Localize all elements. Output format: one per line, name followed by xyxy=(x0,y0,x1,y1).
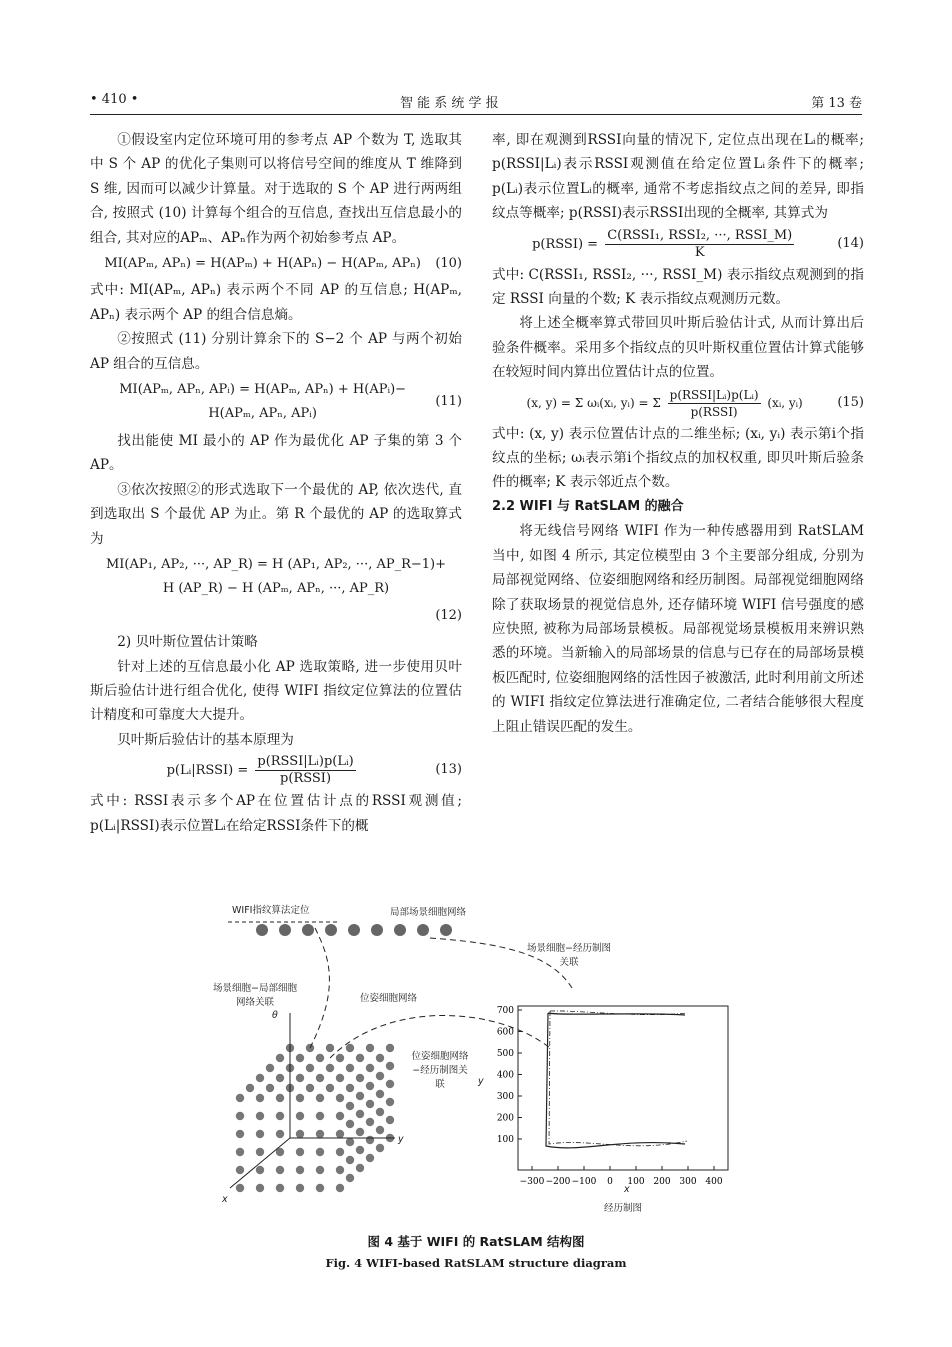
pose-cell-dot xyxy=(326,1084,334,1092)
pose-cell-dot xyxy=(276,1130,284,1138)
pose-cell-dot xyxy=(236,1130,244,1138)
label-pose-exp: 位姿细胞网络−经历制图关联 xyxy=(411,1051,469,1090)
pose-cell-dot xyxy=(366,1044,374,1052)
equation-10: MI(APₘ, APₙ) = H(APₘ) + H(APₙ) − H(APₘ, APₙ) (10) xyxy=(104,256,462,272)
y-tick-label: 200 xyxy=(496,1113,514,1124)
scene-cell-dot xyxy=(440,924,452,936)
scene-cell-dot xyxy=(302,924,314,936)
pose-cell-dot xyxy=(296,1074,304,1082)
pose-cell-dot xyxy=(346,1084,354,1092)
paragraph: 贝叶斯后验估计的基本原理为 xyxy=(117,731,294,748)
x-tick-label: 300 xyxy=(679,1177,697,1187)
journal-title: 智 能 系 统 学 报 xyxy=(400,96,499,111)
pose-cell-cube xyxy=(230,1013,395,1192)
y-tick-label: 700 xyxy=(496,1006,514,1016)
pose-cell-dot xyxy=(336,1148,344,1156)
equation-14: p(RSSI) = $\frac{\text{C(RSSI₁, RSSI₂, ···, RSSI\_M)}}{K}$ (14) xyxy=(532,227,864,260)
page-number: • 410 • xyxy=(90,92,139,107)
pose-cell-dot xyxy=(336,1054,344,1062)
pose-cell-dot xyxy=(276,1094,284,1102)
pose-cell-dot xyxy=(276,1074,284,1082)
pose-cell-dot xyxy=(366,1136,374,1144)
paragraph: 将上述全概率算式带回贝叶斯后验估计式, 从而计算出后验条件概率。采用多个指纹点的贝叶斯权重位置估计算式能够在较短时间内算出位置估计点的位置。 xyxy=(492,315,864,381)
scene-cell-dot xyxy=(394,924,406,936)
pose-cell-dot xyxy=(336,1130,344,1138)
pose-cell-dot xyxy=(316,1166,324,1174)
x-axis-line xyxy=(230,1138,290,1188)
pose-cell-dot xyxy=(356,1074,364,1082)
pose-cell-dot xyxy=(266,1064,274,1072)
paragraph: ③依次按照②的形式选取下一个最优的 AP, 依次迭代, 直到选取出 S 个最优 AP 为止。第 R 个最优的 AP 的选取算式为 xyxy=(90,481,462,547)
pose-cell-dot xyxy=(336,1112,344,1120)
pose-cell-dot xyxy=(246,1084,254,1092)
pose-cell-dot xyxy=(356,1128,364,1136)
caption-en: Fig. 4 WIFI-based RatSLAM structure diagram xyxy=(325,1256,627,1270)
volume-label: 第 13 卷 xyxy=(811,96,862,111)
paragraph: 式中: RSSI表示多个AP在位置估计点的RSSI观测值; p(Lᵢ|RSSI)表示位置Lᵢ在给定RSSI条件下的概 xyxy=(90,793,462,834)
y-tick-label: 400 xyxy=(496,1070,514,1081)
pose-cell-dot xyxy=(386,1080,394,1088)
pose-cell-dot xyxy=(376,1090,384,1098)
pose-cell-dot xyxy=(256,1184,264,1192)
paragraph: 将无线信号网络 WIFI 作为一种传感器用到 RatSLAM 当中, 如图 4 所示, 其定位模型由 3 个主要部分组成, 分别为局部视觉网络、位姿细胞网络和经历制图。局部视觉细胞网络除了获取场景的视觉信息外, 还存储环境 WIFI 信号强度的感应快照, 被称为局部场景模板。局部视觉场景模板用来辨识熟悉的环境。当新输入的局部场景的信息与已存在的局部场景模板匹配时, 位姿细胞网络的活性因子被激活, 此时利用前文所述的 WIFI 指纹定位算法进行准确定位, 二者结合能够很大程度上阻止错误匹配的发生。 xyxy=(492,523,864,735)
page-header xyxy=(90,88,862,115)
equation-15: (x, y) = Σ ωᵢ(xᵢ, yᵢ) = Σ $\frac{\text{p(RSSI|Lᵢ)p(Lᵢ)}}{\text{p(RSSI)}}$ (xᵢ, yᵢ) (15) xyxy=(526,387,864,419)
pose-cell-dot xyxy=(316,1054,324,1062)
pose-cell-dot xyxy=(236,1094,244,1102)
pose-cell-dot xyxy=(336,1094,344,1102)
pose-cell-dot xyxy=(316,1130,324,1138)
plot-xlabel: x xyxy=(624,1184,630,1195)
pose-cell-dot xyxy=(376,1126,384,1134)
x-tick-label: −100 xyxy=(571,1177,597,1187)
equation-11: MI(APₘ, APₙ, APᵢ) = H(APₘ, APₙ) + H(APᵢ)− H(APₘ, APₙ, APᵢ) (11) xyxy=(119,382,462,422)
paragraph: 针对上述的互信息最小化 AP 选取策略, 进一步使用贝叶斯后验估计进行组合优化, 使得 WIFI 指纹定位算法的位置估计精度和可靠度大大提升。 xyxy=(90,658,462,724)
scene-cell-dot xyxy=(279,924,291,936)
pose-cell-dot xyxy=(276,1184,284,1192)
x-tick-label: 200 xyxy=(653,1177,671,1187)
scene-cell-dot xyxy=(256,924,268,936)
section-heading: 2.2 WIFI 与 RatSLAM 的融合 xyxy=(492,498,684,514)
pose-cell-dot xyxy=(336,1074,344,1082)
pose-cell-dot xyxy=(256,1166,264,1174)
pose-cell-dot xyxy=(256,1074,264,1082)
pose-cell-dot xyxy=(336,1166,344,1174)
pose-cell-dot xyxy=(296,1148,304,1156)
pose-cell-dot xyxy=(316,1074,324,1082)
subheading: 2) 贝叶斯位置估计策略 xyxy=(117,634,258,651)
scene-cell-dot xyxy=(371,924,383,936)
label-wifi: WIFI指纹算法定位 xyxy=(232,905,310,916)
pose-cell-dot xyxy=(316,1184,324,1192)
equation-13: p(Lᵢ|RSSI) = $\frac{\text{p(RSSI|Lᵢ)p(Lᵢ)}}{\text{p(RSSI)}}$ (13) xyxy=(166,754,462,787)
pose-cell-dot xyxy=(256,1094,264,1102)
pose-cell-dot xyxy=(336,1184,344,1192)
paragraph: 率, 即在观测到RSSI向量的情况下, 定位点出现在Lᵢ的概率; p(RSSI|Lᵢ)表示RSSI观测值在给定位置Lᵢ条件下的概率; p(Lᵢ)表示位置Lᵢ的概率, 通常不考虑指纹点之间的差异, 即指纹点等概率; p(RSSI)表示RSSI出现的全概率, 其算式为 xyxy=(492,132,864,222)
equation-12: MI(AP₁, AP₂, ···, AP_R) = H (AP₁, AP₂, ···, AP_R−1)+ H (AP_R) − H (APₘ, APₙ, ···, AP_R) xyxy=(105,556,447,597)
left-column: ①假设室内定位环境可用的参考点 AP 个数为 T, 选取其中 S 个 AP 的优化子集则可以将信号空间的维度从 T 维降到 S 维, 因而可以减少计算量。对于选取的 S 个 AP 进行两两组合, 按照式 (10) 计算每个组合的互信息, 查找出互信息最小的组合, 其对应的APₘ、APₙ作为两个初始参考点 AP。 MI(APₘ, APₙ) = H(APₘ) + H(APₙ) − H(APₘ, APₙ) (10) 式中: MI(APₘ, APₙ) 表示两个不同 AP 的互信息; H(APₘ, APₙ) 表示两个 AP 的组合信息熵。 ②按照式 (11) 分别计算余下的 S−2 个 AP 与两个初始 AP 组合的互信息。 MI(APₘ, APₙ, APᵢ) = H(APₘ, APₙ) + H(APᵢ)− H(APₘ, APₙ, APᵢ) (11) 找出能使 MI 最小的 AP 作为最优化 AP 子集的第 3 个 AP。 ③依次按照②的形式选取下一个最优的 AP, 依次迭代, 直到选取出 S 个最优 AP 为止。第 R 个最优的 AP 的选取算式为 MI(AP₁, AP₂, ···, AP_R) = H (AP₁, AP₂, ···, AP_R−1)+ H (AP_R) − H (APₘ, APₙ, ···, AP_R) (12) 2) 贝叶斯位置估计策略 针对上述的互信息最小化 AP 选取策略, 进一步使用贝叶斯后验估计进行组合优化, 使得 WIFI 指纹定位算法的位置估计精度和可靠度大大提升。 贝叶斯后验估计的基本原理为 p(Lᵢ|RSSI) = $\frac{\text{p(RSSI|Lᵢ)p(Lᵢ)}}{\text{p(RSSI)}}$ (13) 式中: RSSI表示多个AP在位置估计点的RSSI观测值; p(Lᵢ|RSSI)表示位置Lᵢ在给定RSSI条件下的概 xyxy=(90,128,462,838)
plot-ylabel: y xyxy=(478,1076,484,1087)
paragraph: 式中: C(RSSI₁, RSSI₂, ···, RSSI_M) 表示指纹点观测到的指定 RSSI 向量的个数; K 表示指纹点观测历元数。 xyxy=(492,266,864,308)
pose-cell-dot xyxy=(296,1112,304,1120)
pose-cell-dot xyxy=(256,1130,264,1138)
pose-cell-dot xyxy=(256,1148,264,1156)
pose-cell-dot xyxy=(386,1044,394,1052)
pose-cell-dot xyxy=(376,1108,384,1116)
y-tick-label: 600 xyxy=(496,1027,514,1038)
paragraph: 找出能使 MI 最小的 AP 作为最优化 AP 子集的第 3 个 AP。 xyxy=(90,432,462,474)
label-local: 局部场景细胞网络 xyxy=(390,907,467,918)
pose-cell-dot xyxy=(236,1184,244,1192)
x-tick-label: −200 xyxy=(545,1177,571,1187)
pose-cell-dot xyxy=(346,1138,354,1146)
pose-cell-dot xyxy=(386,1098,394,1106)
structure-diagram xyxy=(200,898,760,1228)
axis-theta: θ xyxy=(272,1010,278,1021)
pose-cell-dot xyxy=(326,1044,334,1052)
paragraph: ①假设室内定位环境可用的参考点 AP 个数为 T, 选取其中 S 个 AP 的优化子集则可以将信号空间的维度从 T 维降到 S 维, 因而可以减少计算量。对于选取的 S 个 AP 进行两两组合, 按照式 (10) 计算每个组合的互信息, 查找出互信息最小的组合, 其对应的APₘ、APₙ作为两个初始参考点 AP。 xyxy=(90,132,462,246)
pose-cell-dot xyxy=(346,1044,354,1052)
pose-cell-dot xyxy=(366,1082,374,1090)
pose-cell-dot xyxy=(296,1094,304,1102)
pose-cell-dot xyxy=(376,1144,384,1152)
pose-cell-dot xyxy=(376,1054,384,1062)
pose-cell-dot xyxy=(316,1148,324,1156)
figure-4 xyxy=(200,898,760,1228)
pose-cell-dot xyxy=(316,1112,324,1120)
pose-cell-dot xyxy=(296,1130,304,1138)
scene-cell-dot xyxy=(348,924,360,936)
pose-cell-dot xyxy=(376,1072,384,1080)
label-scene-local: 场景细胞−局部细胞网络关联 xyxy=(213,983,297,1008)
pose-cell-dot xyxy=(356,1146,364,1154)
pose-cell-dot xyxy=(296,1166,304,1174)
pose-cell-dot xyxy=(276,1166,284,1174)
y-tick-label: 100 xyxy=(496,1135,514,1145)
pose-cell-dot xyxy=(346,1174,354,1182)
pose-cell-dot xyxy=(316,1094,324,1102)
pose-cell-dot xyxy=(306,1084,314,1092)
pose-cell-dot xyxy=(346,1102,354,1110)
x-tick-label: 100 xyxy=(627,1177,645,1187)
x-tick-label: −300 xyxy=(519,1177,545,1187)
paragraph: 式中: (x, y) 表示位置估计点的二维坐标; (xᵢ, yᵢ) 表示第i个指纹点的坐标; ωᵢ表示第i个指纹点的加权权重, 即贝叶斯后验条件的概率; K 表示邻近点个数。 xyxy=(492,425,864,491)
pose-cell-dot xyxy=(296,1184,304,1192)
local-scene-cells xyxy=(256,924,452,936)
pose-cell-dot xyxy=(236,1166,244,1174)
paragraph: ②按照式 (11) 分别计算余下的 S−2 个 AP 与两个初始 AP 组合的互信息。 xyxy=(90,331,462,372)
label-scene-exp: 场景细胞−经历制图关联 xyxy=(527,943,611,968)
caption-cn: 图 4 基于 WIFI 的 RatSLAM 结构图 xyxy=(367,1234,585,1249)
pose-cell-dot xyxy=(326,1064,334,1072)
pose-cell-dot xyxy=(346,1064,354,1072)
scene-cell-dot xyxy=(417,924,429,936)
pose-cell-dot xyxy=(266,1084,274,1092)
pose-cell-dot xyxy=(366,1118,374,1126)
pose-cell-dot xyxy=(296,1054,304,1062)
pose-cell-dot xyxy=(346,1120,354,1128)
pose-cell-dot xyxy=(386,1116,394,1124)
paragraph: 式中: MI(APₘ, APₙ) 表示两个不同 AP 的互信息; H(APₘ, APₙ) 表示两个 AP 的组合信息熵。 xyxy=(90,282,462,323)
trajectory-dashdot xyxy=(549,1011,687,1146)
pose-cell-dot xyxy=(386,1062,394,1070)
axis-x: x xyxy=(222,1194,228,1205)
pose-cell-dot xyxy=(366,1154,374,1162)
pose-cell-dot xyxy=(346,1156,354,1164)
pose-cell-dot xyxy=(356,1092,364,1100)
plot-title: 经历制图 xyxy=(604,1203,643,1214)
pose-cell-dot xyxy=(366,1064,374,1072)
y-tick-label: 500 xyxy=(496,1049,514,1059)
connector-scene-local xyxy=(310,928,329,1048)
axis-y: y xyxy=(398,1134,404,1145)
pose-cell-dot xyxy=(366,1100,374,1108)
right-column xyxy=(492,128,864,739)
pose-cell-dot xyxy=(276,1112,284,1120)
pose-cell-dot xyxy=(356,1054,364,1062)
x-tick-label: 0 xyxy=(607,1177,613,1187)
scene-cell-dot xyxy=(325,924,337,936)
pose-cell-dot xyxy=(236,1148,244,1156)
x-tick-label: 400 xyxy=(705,1177,723,1187)
pose-cell-dot xyxy=(256,1112,264,1120)
pose-cell-dot xyxy=(276,1054,284,1062)
label-pose: 位姿细胞网络 xyxy=(360,993,418,1004)
pose-cell-dot xyxy=(236,1112,244,1120)
pose-cell-dot xyxy=(306,1064,314,1072)
pose-cell-dot xyxy=(356,1110,364,1118)
pose-cell-dot xyxy=(356,1164,364,1172)
y-tick-label: 300 xyxy=(496,1092,514,1102)
trajectory-line xyxy=(546,1013,685,1148)
